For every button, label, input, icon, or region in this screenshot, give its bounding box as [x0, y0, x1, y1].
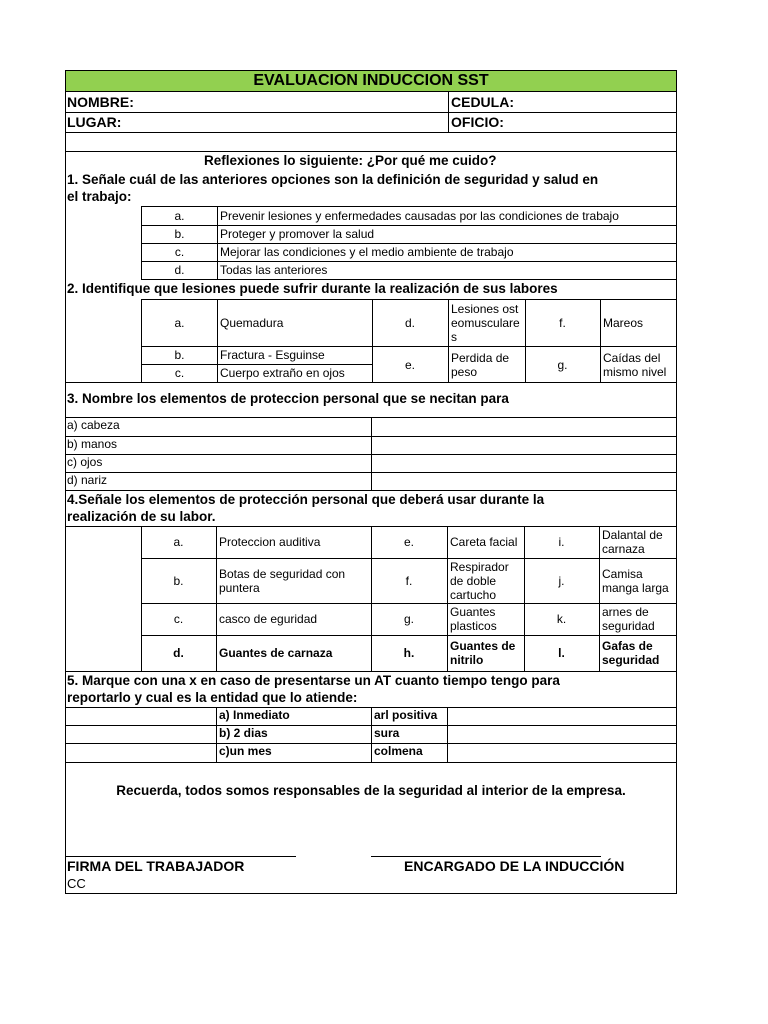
q5-entity-positiva[interactable]: arl positiva: [374, 708, 438, 722]
q4-letter: e.: [403, 535, 414, 549]
q1-question: 1. Señale cuál de las anteriores opciones son la definición de seguridad y salud en: [67, 172, 599, 187]
q4-letter: b.: [173, 573, 184, 588]
q3-answer-nose[interactable]: [373, 473, 675, 489]
q5-mark-cell[interactable]: [67, 744, 215, 761]
q1-option-letter: d.: [174, 263, 185, 277]
q2-letter-f: f.: [559, 316, 566, 330]
q5-question-cont: reportarlo y cual es la entidad que lo atiende:: [67, 690, 358, 705]
q5-time-immediate[interactable]: a) Inmediato: [219, 708, 290, 722]
reminder-text: Recuerda, todos somos responsables de la seguridad al interior de la empresa.: [116, 783, 626, 798]
q3-item-eyes: c) ojos: [67, 455, 103, 469]
q4-option-c[interactable]: casco de eguridad: [219, 612, 318, 626]
q2-option-c[interactable]: Cuerpo extraño en ojos: [220, 366, 345, 380]
q4-option-k[interactable]: arnes de seguridad: [602, 605, 655, 633]
manager-signature-label: ENCARGADO DE LA INDUCCIÓN: [404, 858, 625, 874]
q5-time-1-month[interactable]: c)un mes: [219, 744, 272, 758]
q5-mark-cell[interactable]: [67, 708, 215, 724]
reflection-text: Reflexiones lo siguiente: ¿Por qué me cuido?: [204, 153, 497, 168]
q1-question-cont: el trabajo:: [67, 189, 132, 204]
q5-mark-cell[interactable]: [67, 726, 215, 742]
q5-question: 5. Marque con una x en caso de presentarse un AT cuanto tiempo tengo para: [67, 673, 560, 688]
q2-letter-c: c.: [174, 366, 185, 380]
oficio-label: OFICIO:: [451, 114, 504, 130]
q4-letter: c.: [173, 612, 184, 626]
q2-letter-g: g.: [557, 357, 568, 372]
q3-answer-head[interactable]: [373, 418, 675, 435]
q5-entity-sura[interactable]: sura: [374, 726, 400, 740]
q2-question: 2. Identifique que lesiones puede sufrir durante la realización de sus labores: [67, 281, 558, 296]
q3-item-nose: d) nariz: [67, 473, 108, 487]
q4-option-i[interactable]: Dalantal de carnaza: [602, 528, 663, 556]
q3-item-head: a) cabeza: [67, 418, 120, 432]
q4-option-e[interactable]: Careta facial: [450, 535, 518, 549]
q2-option-a[interactable]: Quemadura: [220, 316, 284, 330]
q1-option-letter: c.: [174, 245, 185, 259]
q4-letter: g.: [403, 612, 414, 626]
q1-option-b[interactable]: Proteger y promover la salud: [220, 227, 375, 241]
q4-option-j[interactable]: Camisa manga larga: [602, 566, 669, 595]
q1-option-a[interactable]: Prevenir lesiones y enfermedades causadas por las condiciones de trabajo: [220, 209, 619, 223]
q2-option-d[interactable]: Lesiones osteomusculares: [451, 302, 520, 344]
q4-option-h[interactable]: Guantes de nitrilo: [450, 639, 516, 667]
q3-question: 3. Nombre los elementos de proteccion personal que se necitan para: [67, 391, 509, 406]
cc-label: CC: [67, 876, 86, 891]
q3-answer-hands[interactable]: [373, 437, 675, 453]
q2-options-table: [141, 299, 677, 382]
q4-letter: k.: [556, 612, 567, 626]
q1-option-d[interactable]: Todas las anteriores: [220, 263, 328, 277]
q4-letter: d.: [173, 646, 184, 660]
q4-letter: h.: [403, 646, 415, 660]
cedula-label: CEDULA:: [451, 94, 514, 110]
q5-time-2-days[interactable]: b) 2 dias: [219, 726, 268, 740]
q4-question: 4.Señale los elementos de protección personal que deberá usar durante la: [67, 492, 545, 507]
q2-option-e[interactable]: Perdida de peso: [451, 350, 510, 379]
q3-item-hands: b) manos: [67, 437, 118, 451]
q1-options-table: [141, 206, 677, 280]
q4-letter: a.: [173, 535, 184, 549]
q4-letter: i.: [558, 535, 565, 549]
q2-option-b[interactable]: Fractura - Esguinse: [220, 348, 325, 362]
q2-letter-b: b.: [174, 348, 185, 362]
q5-entity-colmena[interactable]: colmena: [374, 744, 423, 758]
nombre-label: NOMBRE:: [67, 94, 134, 110]
q4-letter: f.: [405, 573, 413, 588]
q1-option-letter: b.: [174, 227, 185, 241]
q2-letter-a: a.: [174, 316, 185, 330]
q2-letter-e: e.: [404, 357, 415, 372]
evaluation-form: [65, 70, 677, 894]
lugar-label: LUGAR:: [67, 114, 122, 130]
q1-option-letter: a.: [174, 209, 185, 223]
q4-option-l[interactable]: Gafas de seguridad: [602, 639, 660, 667]
worker-signature-label: FIRMA DEL TRABAJADOR: [67, 858, 245, 874]
q2-option-f[interactable]: Mareos: [603, 316, 644, 330]
form-title: EVALUACION INDUCCION SST: [66, 71, 676, 91]
q4-question-cont: realización de su labor.: [67, 509, 216, 524]
q3-answer-eyes[interactable]: [373, 455, 675, 471]
q4-letter: j.: [558, 573, 565, 588]
q4-option-a[interactable]: Proteccion auditiva: [219, 535, 321, 549]
q4-option-d[interactable]: Guantes de carnaza: [219, 646, 333, 660]
q4-option-b[interactable]: Botas de seguridad con puntera: [219, 566, 346, 595]
q4-letter: l.: [558, 646, 565, 660]
q2-option-g[interactable]: Caídas del mismo nivel: [603, 350, 667, 379]
manager-signature-line[interactable]: [371, 856, 601, 857]
worker-signature-line[interactable]: [66, 856, 296, 857]
q1-option-c[interactable]: Mejorar las condiciones y el medio ambiente de trabajo: [220, 245, 514, 259]
q4-option-f[interactable]: Respirador de doble cartucho: [450, 559, 509, 602]
q4-option-g[interactable]: Guantes plasticos: [450, 605, 497, 633]
q2-letter-d: d.: [404, 316, 415, 330]
